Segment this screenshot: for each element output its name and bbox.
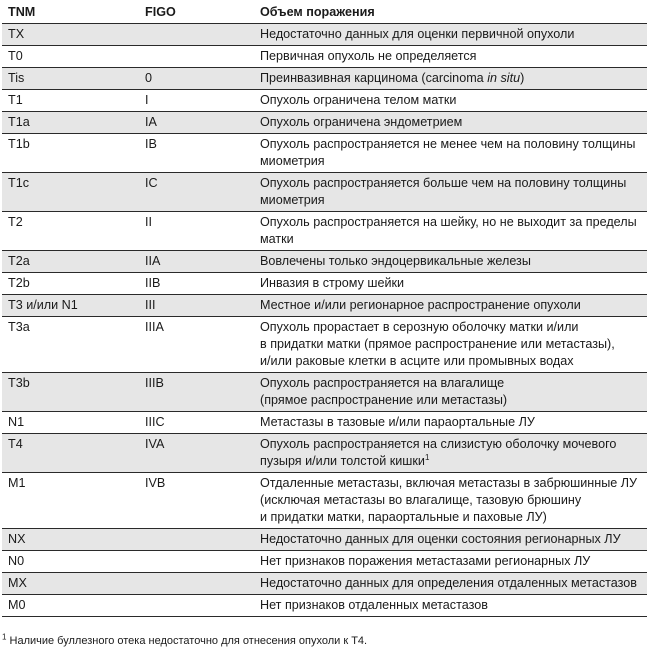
cell-figo [139,573,249,595]
footnote-text: Наличие буллезного отека недостаточно для отнесения опухоли к Т4. [6,635,368,647]
description-line-3: и/или раковые клетки в асците или промывных водах [260,354,574,368]
table-row [2,317,647,373]
description-line-1: Опухоль распространяется на слизистую оболочку мочевого [260,437,617,451]
cell-figo [139,595,249,617]
cell-figo: 0 [139,68,249,90]
cell-tnm: T2 [2,212,139,251]
cell-figo: III [139,295,249,317]
header-row [2,1,647,24]
cell-description: Опухоль ограничена эндометрием [249,112,647,134]
staging-table [2,1,647,617]
table-row [2,112,647,134]
description-text: Преинвазивная карцинома (carcinoma [260,71,488,85]
cell-tnm: N1 [2,412,139,434]
cell-figo: IVB [139,473,249,529]
cell-tnm: T1c [2,173,139,212]
cell-figo [139,529,249,551]
description-line-1: Опухоль распространяется на влагалище [260,376,505,390]
cell-description: Нет признаков поражения метастазами регионарных ЛУ [249,551,647,573]
cell-description [249,434,647,473]
cell-description [249,212,647,251]
cell-tnm: T2b [2,273,139,295]
header-description: Объем поражения [249,1,647,24]
cell-figo: IB [139,134,249,173]
table-row [2,295,647,317]
table-row [2,24,647,46]
header-tnm: TNM [2,1,139,24]
description-line-1: Опухоль распространяется на шейку, но не выходит за пределы [260,215,637,229]
table-body [2,24,647,617]
description-line-1: Опухоль распространяется не менее чем на половину толщины [260,137,636,151]
cell-description: Местное и/или регионарное распространение опухоли [249,295,647,317]
table-row [2,68,647,90]
cell-description [249,68,647,90]
table-row [2,273,647,295]
cell-figo: IA [139,112,249,134]
cell-description: Инвазия в строму шейки [249,273,647,295]
description-line-2: в придатки матки (прямое распространение или метастазы), [260,337,615,351]
table-row [2,434,647,473]
cell-tnm: T1b [2,134,139,173]
cell-description [249,173,647,212]
cell-figo [139,46,249,68]
cell-description [249,473,647,529]
footnote [2,634,367,648]
description-text-end: ) [520,71,525,85]
cell-description: Недостаточно данных для определения отдаленных метастазов [249,573,647,595]
cell-figo: IIB [139,273,249,295]
cell-tnm: NX [2,529,139,551]
header-figo: FIGO [139,1,249,24]
cell-tnm: Tis [2,68,139,90]
cell-tnm: T1 [2,90,139,112]
cell-tnm: M0 [2,595,139,617]
cell-figo [139,24,249,46]
cell-tnm: T3b [2,373,139,412]
description-line-2: (исключая метастазы во влагалище, тазовую брюшину [260,493,582,507]
table-header [2,1,647,24]
table-row [2,573,647,595]
description-line-2: пузыря и/или толстой кишки [260,454,425,468]
cell-description: Вовлечены только эндоцервикальные железы [249,251,647,273]
table-row [2,251,647,273]
cell-tnm: TX [2,24,139,46]
cell-description: Опухоль ограничена телом матки [249,90,647,112]
footnote-reference: 1 [424,452,430,462]
table-row [2,212,647,251]
cell-description: Первичная опухоль не определяется [249,46,647,68]
description-italic-text: in situ [487,71,521,85]
cell-figo: I [139,90,249,112]
cell-tnm: MX [2,573,139,595]
cell-figo: IVA [139,434,249,473]
table-row [2,46,647,68]
description-line-2: миометрия [260,193,325,207]
cell-tnm: T2a [2,251,139,273]
table-row [2,473,647,529]
cell-description [249,317,647,373]
table-row [2,134,647,173]
table-row [2,595,647,617]
cell-figo: IIIB [139,373,249,412]
cell-description [249,373,647,412]
cell-description: Недостаточно данных для оценки первичной опухоли [249,24,647,46]
table-row [2,551,647,573]
cell-tnm: T1a [2,112,139,134]
description-line-2: (прямое распространение или метастазы) [260,393,508,407]
table-row [2,412,647,434]
cell-tnm: M1 [2,473,139,529]
cell-figo: IC [139,173,249,212]
footnote-mark: 1 [2,632,7,642]
cell-tnm: T3 и/или N1 [2,295,139,317]
cell-description: Метастазы в тазовые и/или параортальные ЛУ [249,412,647,434]
description-line-3: и придатки матки, параортальные и паховые ЛУ) [260,510,547,524]
description-line-1: Опухоль распространяется больше чем на половину толщины [260,176,627,190]
cell-figo: IIIC [139,412,249,434]
cell-tnm: T3a [2,317,139,373]
cell-tnm: N0 [2,551,139,573]
table-row [2,373,647,412]
cell-description: Недостаточно данных для оценки состояния регионарных ЛУ [249,529,647,551]
cell-description [249,134,647,173]
description-line-2: миометрия [260,154,325,168]
description-line-2: матки [260,232,294,246]
cell-tnm: T0 [2,46,139,68]
cell-figo: IIA [139,251,249,273]
description-line-1: Отдаленные метастазы, включая метастазы в забрюшинные ЛУ [260,476,638,490]
cell-description: Нет признаков отдаленных метастазов [249,595,647,617]
table-row [2,90,647,112]
cell-figo: IIIA [139,317,249,373]
cell-figo: II [139,212,249,251]
description-line-1: Опухоль прорастает в серозную оболочку матки и/или [260,320,579,334]
table-row [2,529,647,551]
cell-figo [139,551,249,573]
table-row [2,173,647,212]
cell-tnm: T4 [2,434,139,473]
